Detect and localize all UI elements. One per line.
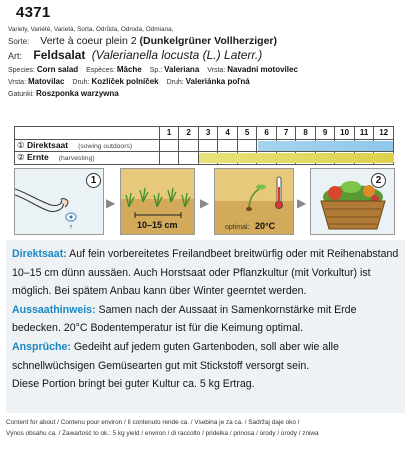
sowing-period-bar (258, 141, 393, 151)
sorte-value: Verte à coeur plein 2 (40, 35, 140, 47)
content-info: Content for about / Contenu pour environ / Il contenuto rende ca. / Vsebina je za ca. / Sadržaj daje oko / Výnos obsahu ca. / Zawartość to ok.: 5 kg yield / environ / di raccolto / pridelka / prinosa / úrody / úrody / zniwa (6, 419, 319, 437)
sorte-row (8, 35, 277, 47)
harvest-basket-illustration (310, 168, 395, 235)
variety-header: Variety, Variété, Varietà, Sorta, Odrůda, Odroda, Odmiana, (8, 26, 174, 33)
month-7: 7 (276, 127, 296, 140)
sowing-hand-illustration (14, 168, 104, 235)
arrow-icon: ▶ (200, 196, 210, 210)
month-4: 4 (218, 127, 238, 140)
art-row (8, 48, 262, 62)
art-label: Art: (8, 51, 23, 61)
sorte-value-german: (Dunkelgrüner Vollherziger) (139, 35, 277, 47)
month-2: 2 (179, 127, 199, 140)
optimal-label: optimal: (225, 224, 250, 231)
direktsaat-paragraph: Direktsaat: Auf fein vorbereitetes Freilandbeet breitwürfig oder mit Reihenabstand 10–15 cm dünn aussäen. Auch Horstsaat oder Pflanzkultur (mit Vorkultur) ist möglich. Bei spätem Anbau kann über Winter geerntet werden. (12, 248, 399, 298)
art-scientific-name: (Valerianella locusta (L.) Laterr.) (91, 48, 263, 62)
aussaat-paragraph: Aussaathinweis: Samen nach der Aussaat in Samenkornstärke mit Erde bedecken. 20°C Bodentemperatur ist für die Keimung optimal. (12, 303, 357, 335)
arrow-icon: ▶ (297, 196, 307, 210)
arrow-icon: ▶ (106, 196, 116, 210)
month-6: 6 (257, 127, 277, 140)
step-1-badge: 1 (86, 173, 101, 188)
harvest-period-bar (199, 153, 394, 163)
sorte-label: Sorte: (8, 37, 30, 46)
calendar-header-row (15, 127, 394, 140)
names-line: Species: Corn salad Espèces: Mâche Sp.: Valeriana Vrsta: Navadni motovilec (8, 65, 298, 74)
yield-paragraph: Diese Portion bringt bei guter Kultur ca. 5 kg Ertrag. (12, 378, 255, 391)
ansprueche-paragraph: Ansprüche: Gedeiht auf jedem guten Gartenboden, soll aber wie alle schnellwüchsigen Gemüsearten gut mit Stickstoff versorgt sein. (12, 340, 339, 372)
month-3: 3 (198, 127, 218, 140)
month-9: 9 (315, 127, 335, 140)
product-code: 4371 (16, 4, 51, 21)
names-line: Vrsta: Matovilac Druh: Kozlíček polníček Druh: Valeriánka poľná (8, 77, 250, 87)
row-spacing-label: 10–15 cm (137, 220, 178, 230)
temperature-label: 20°C (255, 221, 276, 231)
month-12: 12 (374, 127, 394, 140)
names-line: Gatunki: Roszponka warzywna (8, 89, 119, 99)
month-8: 8 (296, 127, 316, 140)
instructions-text (6, 240, 405, 413)
month-10: 10 (335, 127, 355, 140)
art-name: Feldsalat (33, 48, 86, 62)
row-spacing-illustration (120, 168, 195, 235)
calendar-row-sowing: ① Direktsaat (sowing outdoors) (15, 139, 394, 152)
month-5: 5 (237, 127, 257, 140)
germination-temperature-illustration (214, 168, 294, 235)
step-2-badge: 2 (371, 173, 386, 188)
calendar-row-harvest: ② Ernte (harvesting) (15, 152, 394, 165)
sowing-calendar (14, 126, 394, 164)
month-1: 1 (159, 127, 179, 140)
month-11: 11 (354, 127, 374, 140)
common-names (8, 64, 298, 101)
